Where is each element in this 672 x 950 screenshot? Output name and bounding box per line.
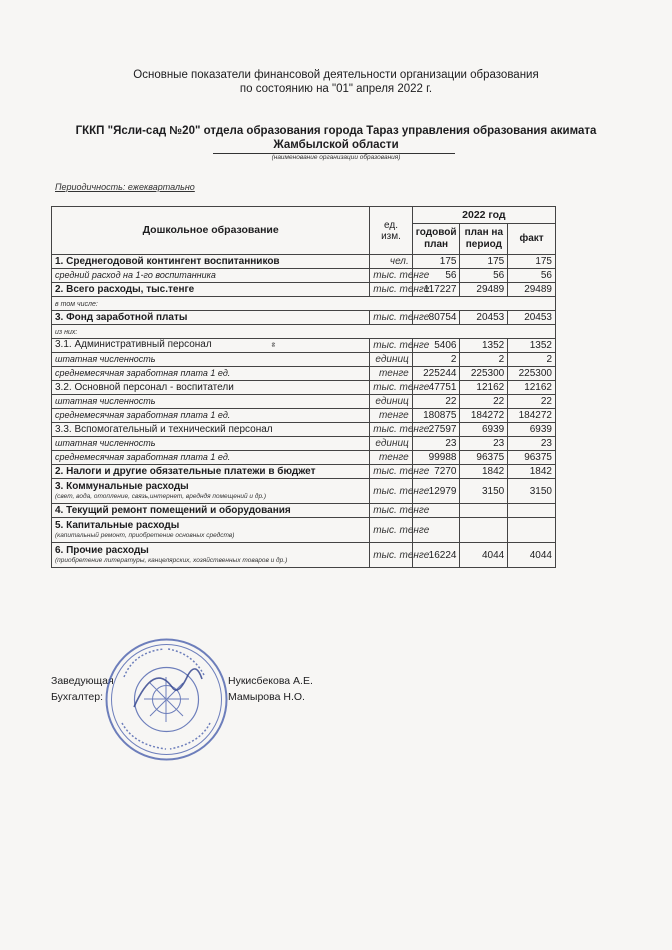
cell-period bbox=[460, 518, 508, 543]
cell-fact: 23 bbox=[508, 437, 556, 451]
col-header-fact: факт bbox=[508, 224, 556, 255]
table-row bbox=[52, 518, 556, 543]
row-label: 3. Коммунальные расходы (свет, вода, отопление, связь,интернет, вредндя помещений и др.) bbox=[52, 479, 370, 504]
cell-fact bbox=[508, 504, 556, 518]
row-label: 6. Прочие расходы (приобретение литературы, канцелярских, хозяйственных товаров и др.) bbox=[52, 543, 370, 568]
organization-name: ГККП "Ясли-сад №20" отдела образования города Тараз управления образования акимата bbox=[75, 125, 597, 137]
table-row bbox=[52, 339, 556, 353]
cell-plan: 22 bbox=[412, 395, 460, 409]
row-unit: единиц bbox=[370, 395, 412, 409]
cell-fact: 175 bbox=[508, 255, 556, 269]
row-sublabel: (капитальный ремонт, приобретение основных средств) bbox=[55, 532, 235, 539]
row-label: 4. Текущий ремонт помещений и оборудования bbox=[52, 504, 370, 518]
table-row bbox=[52, 269, 556, 283]
cell-period: 184272 bbox=[460, 409, 508, 423]
row-label: 1. Среднегодовой контингент воспитанников bbox=[52, 255, 370, 269]
cell-fact: 184272 bbox=[508, 409, 556, 423]
cell-plan: 80754 bbox=[412, 311, 460, 325]
row-unit: тенге bbox=[370, 451, 412, 465]
report-date: по состоянию на "01" апреля 2022 г. bbox=[239, 83, 433, 95]
cell-fact: 1352 bbox=[508, 339, 556, 353]
row-label: штатная численность bbox=[52, 437, 370, 451]
table-row bbox=[52, 479, 556, 504]
row-label: штатная численность bbox=[52, 353, 370, 367]
cell-fact: 12162 bbox=[508, 381, 556, 395]
cell-fact: 96375 bbox=[508, 451, 556, 465]
table-row bbox=[52, 353, 556, 367]
financial-table bbox=[51, 206, 556, 568]
head-label: Заведующая bbox=[51, 675, 114, 687]
cell-fact: 29489 bbox=[508, 283, 556, 297]
row-unit: тыс. тенге bbox=[370, 283, 412, 297]
col-header-plan: годовой план bbox=[412, 224, 460, 255]
cell-period: 23 bbox=[460, 437, 508, 451]
cell-period: 2 bbox=[460, 353, 508, 367]
row-label: среднемесячная заработная плата 1 ед. bbox=[52, 451, 370, 465]
cell-plan: 99988 bbox=[412, 451, 460, 465]
row-unit: тыс. тенге bbox=[370, 269, 412, 283]
cell-plan: 56 bbox=[412, 269, 460, 283]
col-header-name: Дошкольное образование bbox=[52, 207, 370, 255]
row-label: 2. Всего расходы, тыс.тенге bbox=[52, 283, 370, 297]
cell-plan: 2 bbox=[412, 353, 460, 367]
cell-period: 56 bbox=[460, 269, 508, 283]
table-row bbox=[52, 367, 556, 381]
row-unit: тыс. тенге bbox=[370, 518, 412, 543]
periodicity: Периодичность: ежеквартально bbox=[55, 182, 195, 192]
cell-period: 4044 bbox=[460, 543, 508, 568]
cell-period: 6939 bbox=[460, 423, 508, 437]
row-unit: тыс. тенге bbox=[370, 543, 412, 568]
cell-plan: 27597 bbox=[412, 423, 460, 437]
table-row bbox=[52, 255, 556, 269]
row-label: 2. Налоги и другие обязательные платежи в бюджет bbox=[52, 465, 370, 479]
row-label: 3.1. Административный персонал ₴ bbox=[52, 339, 370, 353]
row-unit: тенге bbox=[370, 409, 412, 423]
cell-plan: 23 bbox=[412, 437, 460, 451]
cell-period bbox=[460, 504, 508, 518]
head-name: Нукисбекова А.Е. bbox=[228, 675, 313, 687]
cell-fact: 1842 bbox=[508, 465, 556, 479]
col-header-unit: ед. изм. bbox=[370, 207, 412, 255]
row-label: среднемесячная заработная плата 1 ед. bbox=[52, 409, 370, 423]
cell-fact: 2 bbox=[508, 353, 556, 367]
cell-fact: 225300 bbox=[508, 367, 556, 381]
accountant-name: Мамырова Н.О. bbox=[228, 691, 305, 703]
table-row bbox=[52, 504, 556, 518]
cell-period: 96375 bbox=[460, 451, 508, 465]
row-unit: тыс. тенге bbox=[370, 504, 412, 518]
col-header-year: 2022 год bbox=[412, 207, 555, 224]
row-unit: тыс. тенге bbox=[370, 423, 412, 437]
row-label: 3.2. Основной персонал - воспитатели bbox=[52, 381, 370, 395]
stray-mark: ₴ bbox=[271, 343, 276, 349]
cell-fact: 20453 bbox=[508, 311, 556, 325]
row-unit: единиц bbox=[370, 353, 412, 367]
cell-plan: 7270 bbox=[412, 465, 460, 479]
row-label: штатная численность bbox=[52, 395, 370, 409]
cell-period: 3150 bbox=[460, 479, 508, 504]
cell-plan: 180875 bbox=[412, 409, 460, 423]
organization-region: Жамбылской области bbox=[273, 139, 399, 151]
cell-fact: 6939 bbox=[508, 423, 556, 437]
cell-period: 1842 bbox=[460, 465, 508, 479]
row-label: средний расход на 1-го воспитанника bbox=[52, 269, 370, 283]
cell-fact: 22 bbox=[508, 395, 556, 409]
row-label: из них: bbox=[52, 325, 556, 339]
table-row bbox=[52, 311, 556, 325]
cell-plan: 5406 bbox=[412, 339, 460, 353]
cell-period: 29489 bbox=[460, 283, 508, 297]
cell-fact: 3150 bbox=[508, 479, 556, 504]
row-unit: тыс. тенге bbox=[370, 479, 412, 504]
cell-plan: 12979 bbox=[412, 479, 460, 504]
table-row bbox=[52, 465, 556, 479]
table-row bbox=[52, 297, 556, 311]
row-unit: тыс. тенге bbox=[370, 339, 412, 353]
cell-period: 22 bbox=[460, 395, 508, 409]
table-row bbox=[52, 409, 556, 423]
table-row bbox=[52, 283, 556, 297]
report-title: Основные показатели финансовой деятельности организации образования bbox=[133, 69, 539, 81]
table-row bbox=[52, 423, 556, 437]
table-row bbox=[52, 325, 556, 339]
row-unit: тенге bbox=[370, 367, 412, 381]
row-unit: тыс. тенге bbox=[370, 465, 412, 479]
row-label: в том числе: bbox=[52, 297, 556, 311]
cell-period: 20453 bbox=[460, 311, 508, 325]
cell-period: 12162 bbox=[460, 381, 508, 395]
cell-plan: 47751 bbox=[412, 381, 460, 395]
cell-plan: 175 bbox=[412, 255, 460, 269]
cell-period: 1352 bbox=[460, 339, 508, 353]
row-unit: тыс. тенге bbox=[370, 311, 412, 325]
table-row bbox=[52, 395, 556, 409]
accountant-label: Бухгалтер: bbox=[51, 691, 104, 703]
row-unit: тыс. тенге bbox=[370, 381, 412, 395]
row-label: среднемесячная заработная плата 1 ед. bbox=[52, 367, 370, 381]
official-stamp bbox=[104, 637, 229, 762]
cell-plan: 117227 bbox=[412, 283, 460, 297]
row-label: 3. Фонд заработной платы bbox=[52, 311, 370, 325]
table-row bbox=[52, 543, 556, 568]
cell-period: 175 bbox=[460, 255, 508, 269]
cell-period: 225300 bbox=[460, 367, 508, 381]
row-label: 5. Капитальные расходы (капитальный ремонт, приобретение основных средств) bbox=[52, 518, 370, 543]
row-sublabel: (свет, вода, отопление, связь,интернет, вредндя помещений и др.) bbox=[55, 493, 267, 500]
row-sublabel: (приобретение литературы, канцелярских, хозяйственных товаров и др.) bbox=[55, 557, 288, 564]
organization-hint: (наименование организации образования) bbox=[271, 154, 401, 161]
row-label: 3.3. Вспомогательный и технический персонал bbox=[52, 423, 370, 437]
cell-fact: 56 bbox=[508, 269, 556, 283]
col-header-period: план на период bbox=[460, 224, 508, 255]
row-unit: чел. bbox=[370, 255, 412, 269]
cell-fact: 4044 bbox=[508, 543, 556, 568]
row-unit: единиц bbox=[370, 437, 412, 451]
table-row bbox=[52, 437, 556, 451]
cell-plan: 225244 bbox=[412, 367, 460, 381]
table-row bbox=[52, 381, 556, 395]
cell-plan: 16224 bbox=[412, 543, 460, 568]
cell-fact bbox=[508, 518, 556, 543]
table-row bbox=[52, 451, 556, 465]
